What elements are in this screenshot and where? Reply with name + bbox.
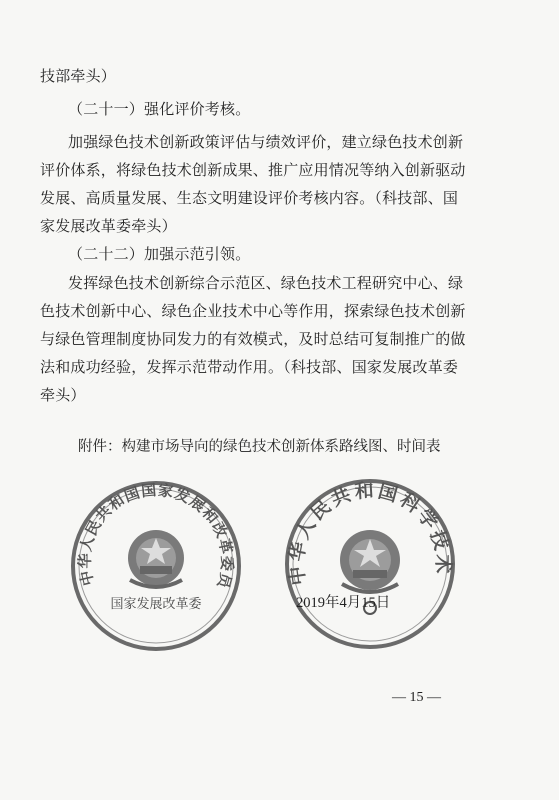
body-line-12: 牵头）: [40, 386, 86, 404]
body-line-3: 加强绿色技术创新政策评估与绩效评价，建立绿色技术创新: [68, 133, 464, 151]
attachment-note: 附件：构建市场导向的绿色技术创新体系路线图、时间表: [78, 439, 441, 455]
seal-most: [284, 478, 456, 650]
seal-ndrc-ring-text: 中华人民共和国国家发展和改革委员: [75, 480, 237, 592]
body-line-4: 评价体系，将绿色技术创新成果、推广应用情况等纳入创新驱动: [40, 161, 466, 179]
body-line-5: 发展、高质量发展、生态文明建设评价考核内容。（科技部、国: [40, 189, 459, 207]
seal-ndrc-inner-text: 国家发展改革委: [110, 597, 202, 612]
body-line-11: 法和成功经验，发挥示范带动作用。（科技部、国家发展改革委: [40, 358, 459, 376]
seal-ndrc: [70, 480, 242, 652]
seal-ndrc-graphic: [70, 480, 242, 652]
body-line-9: 色技术创新中心、绿色企业技术中心等作用，探索绿色技术创新: [40, 302, 466, 320]
body-line-6: 家发展改革委牵头）: [40, 217, 177, 235]
body-line-1: 技部牵头）: [40, 67, 117, 85]
body-line-8: 发挥绿色技术创新综合示范区、绿色技术工程研究中心、绿: [68, 274, 464, 292]
section-heading-22: （二十二）加强示范引领。: [68, 245, 251, 263]
issue-date: 2019年4月15日: [296, 595, 391, 611]
seal-most-graphic: [284, 478, 456, 650]
section-heading-21: （二十一）强化评价考核。: [68, 100, 251, 118]
body-line-10: 与绿色管理制度协同发力的有效模式，及时总结可复制推广的做: [40, 330, 466, 348]
seal-most-ring-text: 中华人民共和国科学技术: [285, 479, 455, 587]
page-number: — 15 —: [392, 690, 441, 705]
